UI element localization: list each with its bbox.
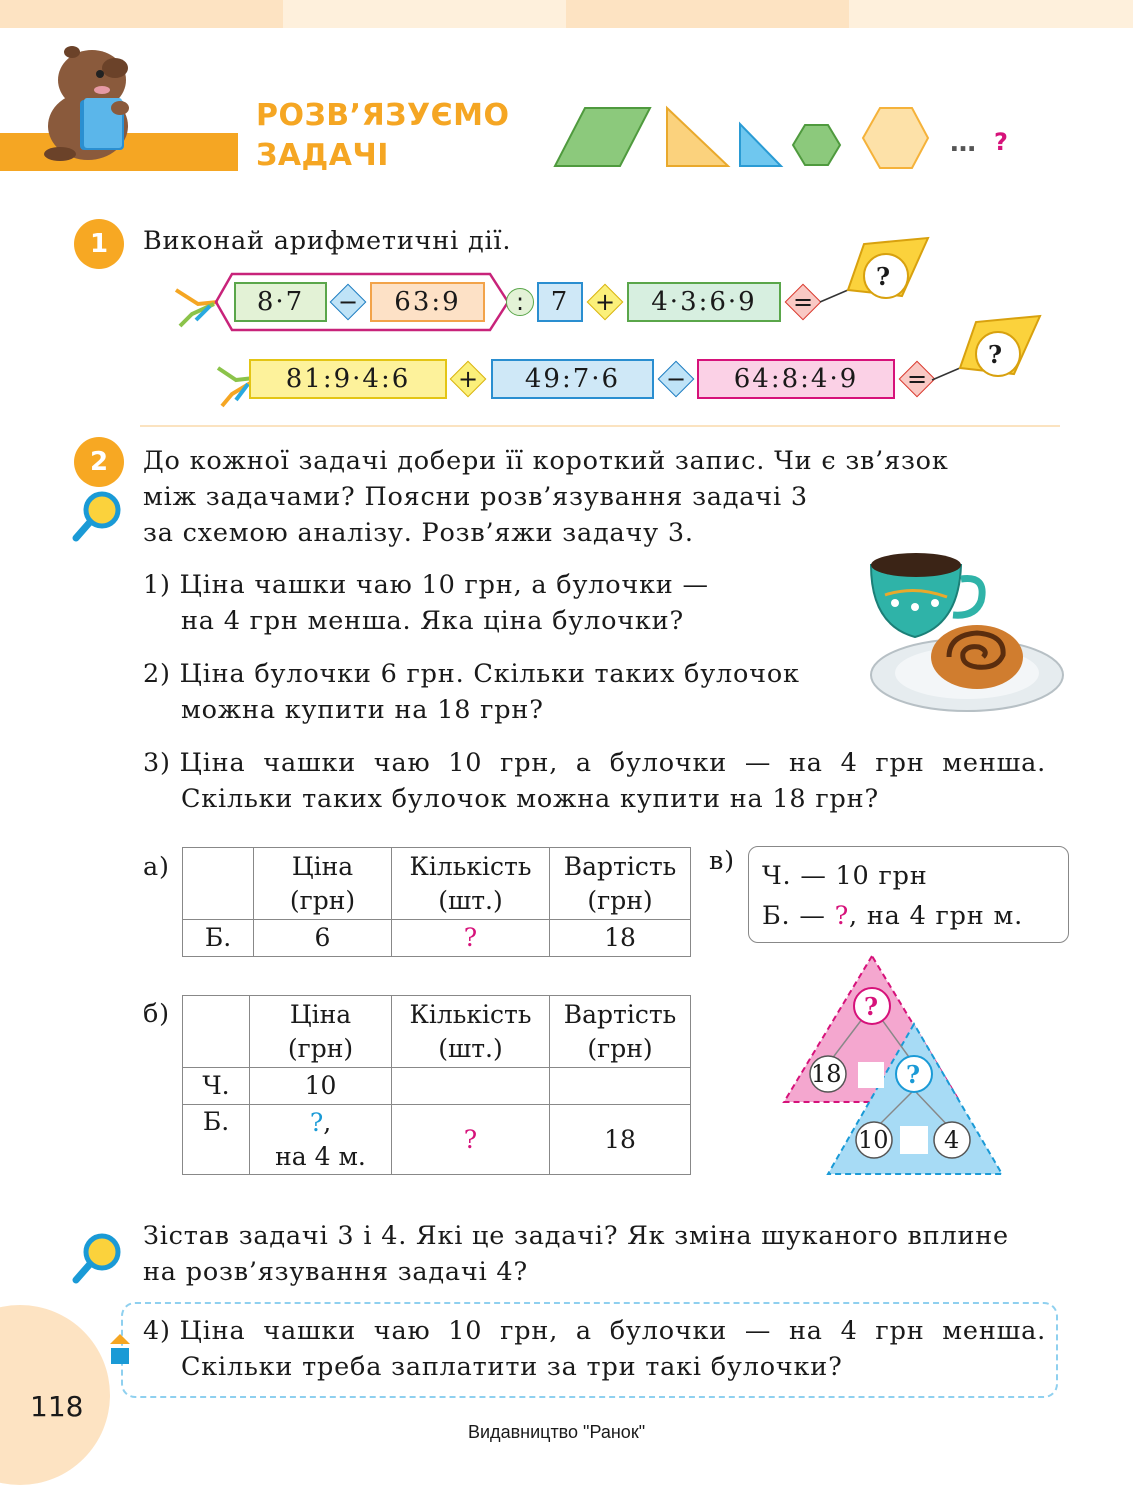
table-b-row1-cost (550, 1068, 691, 1105)
compare-line2: на розв’язування задачі 4? (143, 1257, 528, 1287)
task1-row2-answer: ? (988, 340, 1003, 369)
note-v-line2-b: , на 4 грн м. (849, 901, 1024, 931)
table-b-header-empty (183, 996, 250, 1068)
section-title (256, 96, 509, 176)
table-a-header-qty: Кількість (шт.) (392, 848, 550, 920)
task2-intro-line3: за схемою аналізу. Розв’яжи задачу 3. (143, 518, 694, 548)
orange-hexagon-shape (863, 108, 928, 168)
task1-row2-op2: − (665, 365, 687, 393)
task1-instruction: Виконай арифметичні дії. (143, 226, 512, 256)
table-b-row2-price-line2: на 4 м. (275, 1141, 366, 1171)
green-hexagon-shape (793, 125, 840, 165)
note-v-line1: Ч. — 10 грн (762, 861, 928, 891)
tea-and-bun-illustration (865, 545, 1065, 715)
task1-row2-eq: = (906, 365, 928, 393)
task1-row1-box3: 7 (537, 282, 583, 322)
task2-intro-line1: До кожної задачі добери її короткий запис. Чи є зв’язок (143, 446, 949, 476)
compare-line1: Зістав задачі 3 і 4. Які це задачі? Як зміна шуканого вплине (143, 1221, 1009, 1251)
magnifier-icon-2 (70, 1232, 124, 1286)
yellow-triangle-shape (667, 108, 728, 166)
task1-row1-eq: = (792, 288, 814, 316)
problem2-line2: можна купити на 18 грн? (181, 695, 544, 725)
table-b-header-cost: Вартість (грн) (550, 996, 691, 1068)
table-a-row-label: Б. (183, 920, 254, 957)
task1-row2-box3: 64:8:4·9 (697, 359, 895, 399)
house-icon (108, 1332, 132, 1366)
table-a-price: 6 (254, 920, 392, 957)
task2-intro-line2: між задачами? Поясни розв’язування задачі 3 (143, 482, 808, 512)
table-a-cost: 18 (550, 920, 691, 957)
table-b-row2-price-question: ? (309, 1107, 324, 1137)
problem3-line1: 3) Ціна чашки чаю 10 грн, а булочки — на 4 грн менша. (143, 748, 1047, 778)
task1-row1-op1: − (337, 288, 359, 316)
scheme-top-question: ? (864, 992, 879, 1021)
task1-row1-op3: + (594, 288, 616, 316)
top-bar-segment-2 (283, 0, 566, 28)
magnifier-icon (70, 490, 124, 544)
table-b-row1-price: 10 (250, 1068, 392, 1105)
top-bar-segment-3 (566, 0, 849, 28)
problem1-line1: 1) Ціна чашки чаю 10 грн, а булочки — (143, 570, 709, 600)
table-a-label: а) (143, 852, 170, 882)
scheme-mid-question: ? (906, 1060, 921, 1089)
task1-row1-box1: 8·7 (234, 282, 327, 322)
top-bar-segment-1 (0, 0, 283, 28)
problem3-line2: Скільки таких булочок можна купити на 18 грн? (181, 784, 879, 814)
table-b-label: б) (143, 999, 170, 1029)
table-b-row1-label: Ч. (183, 1068, 250, 1105)
note-v-line2 (762, 901, 1023, 931)
top-bar-segment-4 (849, 0, 1133, 28)
parallelogram-shape (555, 108, 650, 166)
shapes-ellipsis: … (950, 128, 976, 158)
table-b-row2-price (250, 1105, 392, 1175)
shapes-sequence (550, 100, 950, 175)
blue-triangle-shape (740, 124, 781, 166)
task1-row1-answer: ? (876, 262, 891, 291)
task1-row1-box4: 4·3:6·9 (627, 282, 781, 322)
note-v-line2-question: ? (834, 901, 850, 931)
note-v-line2-a: Б. — (762, 901, 835, 931)
section-divider (140, 425, 1060, 427)
table-a-qty-question: ? (392, 920, 550, 957)
table-a-header-empty (183, 848, 254, 920)
task4-line1: 4) Ціна чашки чаю 10 грн, а булочки — на 4 грн менша. (143, 1316, 1047, 1346)
task1-row2-box1: 81:9·4:6 (249, 359, 447, 399)
table-b-header-qty: Кількість (шт.) (392, 996, 550, 1068)
table-b (182, 995, 691, 1175)
scheme-bottom-left-value: 10 (858, 1126, 889, 1154)
table-a-header-cost: Вартість (грн) (550, 848, 691, 920)
table-b-row2-cost: 18 (550, 1105, 691, 1175)
publisher: Видавництво "Ранок" (468, 1422, 646, 1442)
page-number: 118 (30, 1390, 84, 1423)
table-a-header-price: Ціна (грн) (254, 848, 392, 920)
task1-row2-box2: 49:7·6 (491, 359, 654, 399)
problem1-line2: на 4 грн менша. Яка ціна булочки? (181, 606, 684, 636)
task4-line2: Скільки треба заплатити за три такі булочки? (181, 1352, 843, 1382)
table-b-row1-qty (392, 1068, 550, 1105)
shapes-question-mark: ? (994, 128, 1008, 156)
table-b-row2-qty-question: ? (392, 1105, 550, 1175)
task1-row1-op2: : (515, 288, 525, 316)
scheme-bottom-right-value: 4 (944, 1126, 960, 1154)
table-a (182, 847, 691, 957)
note-v-label: в) (709, 846, 735, 876)
scheme-left-value: 18 (811, 1060, 842, 1088)
table-b-header-price: Ціна (грн) (250, 996, 392, 1068)
table-b-row2-price-comma: , (323, 1107, 332, 1137)
task1-row1-box2: 63:9 (370, 282, 485, 322)
task2-number-badge: 2 (74, 437, 124, 487)
section-title-line2: ЗАДАЧІ (256, 138, 389, 173)
table-b-row2-label: Б. (183, 1105, 250, 1175)
capybara-reading-illustration (40, 38, 145, 163)
problem2-line1: 2) Ціна булочки 6 грн. Скільки таких булочок (143, 659, 800, 689)
task1-number-badge: 1 (74, 219, 124, 269)
task1-row2-op1: + (457, 365, 479, 393)
section-title-line1: РОЗВ’ЯЗУЄМО (256, 98, 510, 133)
